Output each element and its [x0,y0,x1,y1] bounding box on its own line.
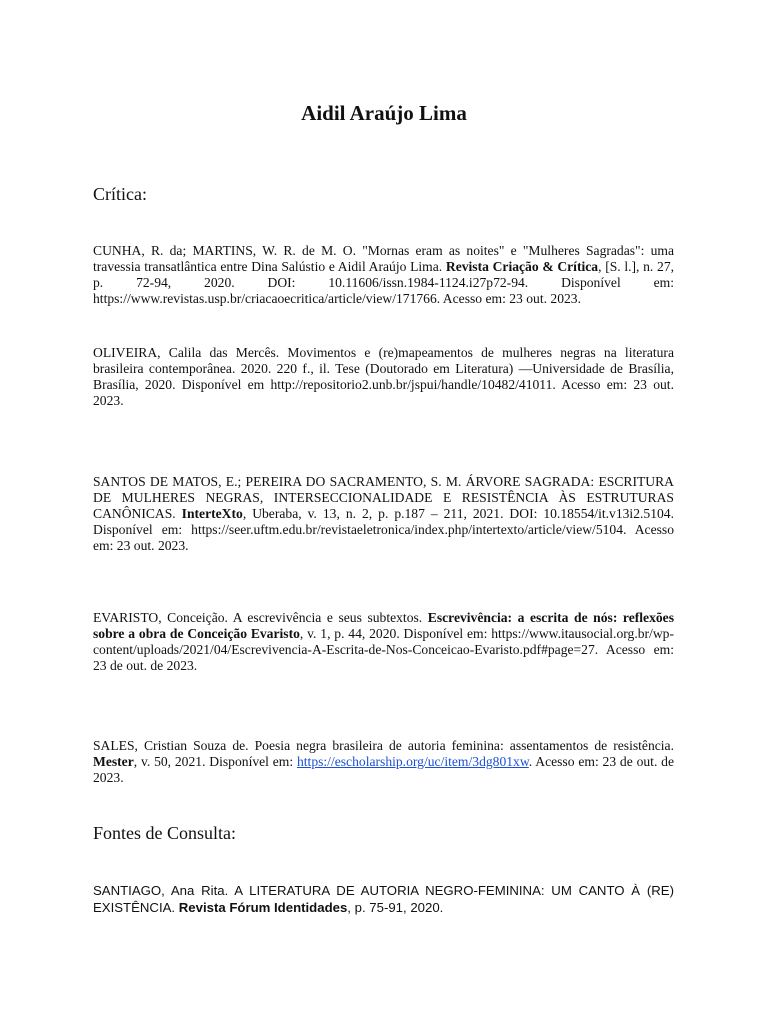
reference-evaristo-details: , v. 1, p. 44, 2020. Disponível em: [299,626,492,641]
reference-cunha-details: , [S. l.], n. 27, p. 72-94, 2020. DOI: 10.11606/issn.1984-1124.i27p72-94. Disponível em: https://www.revistas.usp.br/criacaoecritica/article/view/171766. Acesso em: 23 out. 2023. [93,259,675,306]
reference-cunha-journal: Revista Criação & Crítica [445,259,599,274]
reference-santiago-journal: Revista Fórum Identidades [178,900,348,915]
section-heading-critica: Crítica: [93,184,147,204]
reference-santiago [93,882,674,916]
reference-santos [93,474,674,554]
reference-evaristo-url: https://www.itausocial.org.br/wp-content/uploads/2021/04/Escrevivencia-A-Escrita-de-Nos-Conceicao-Evaristo.pdf#page=27 [93,626,674,657]
reference-sales-link[interactable]: https://escholarship.org/uc/item/3dg801xw [296,754,529,769]
reference-sales-details: , v. 50, 2021. Disponível em: [133,754,297,769]
reference-evaristo-access: . Acesso em: 23 de out. de 2023. [93,642,674,673]
reference-cunha-text: CUNHA, R. da; MARTINS, W. R. de M. O. "Mornas eram as noites" e "Mulheres Sagradas": uma travessia transatlântica entre Dina Salústio e Aidil Araújo Lima. [93,243,674,274]
reference-sales-text: SALES, Cristian Souza de. Poesia negra brasileira de autoria feminina: assentamentos de resistência. [93,738,674,753]
reference-santos-journal: InterteXto [181,506,243,521]
reference-evaristo [93,610,674,674]
reference-cunha [93,243,674,307]
reference-sales-journal: Mester [93,754,134,769]
reference-santiago-text: SANTIAGO, Ana Rita. A LITERATURA DE AUTORIA NEGRO-FEMININA: UM CANTO À (RE) EXISTÊNCIA. [93,883,674,915]
document-title: Aidil Araújo Lima [301,101,467,125]
reference-sales-access: . Acesso em: 23 de out. de 2023. [93,754,674,785]
reference-santos-text: SANTOS DE MATOS, E.; PEREIRA DO SACRAMENTO, S. M. ÁRVORE SAGRADA: ESCRITURA DE MULHERES NEGRAS, INTERSECCIONALIDADE E RESISTÊNCIA ÀS ESTRUTURAS CANÔNICAS. [93,474,674,521]
reference-oliveira [93,345,674,409]
reference-oliveira-text: OLIVEIRA, Calila das Mercês. Movimentos e (re)mapeamentos de mulheres negras na literatura brasileira contemporânea. 2020. 220 f., il. Tese (Doutorado em Literatura) —Universidade de Brasília, Brasília, 2020. Disponível em http://repositorio2.unb.br/jspui/handle/10482/41011. Acesso em: 23 out. 2023. [93,345,674,408]
reference-evaristo-title: Escrevivência: a escrita de nós: reflexões sobre a obra de Conceição Evaristo [93,610,674,641]
reference-evaristo-text: EVARISTO, Conceição. A escrevivência e seus subtextos. [93,610,428,625]
section-heading-fontes: Fontes de Consulta: [93,823,236,843]
reference-santiago-details: , p. 75-91, 2020. [347,900,444,915]
reference-santos-details: , Uberaba, v. 13, n. 2, p. p.187 – 211, 2021. DOI: 10.18554/it.v13i2.5104. Disponível em: https://seer.uftm.edu.br/revistaeletronica/index.php/intertexto/article/view/5104. Acesso em: 23 out. 2023. [93,506,674,553]
reference-sales [93,738,674,786]
